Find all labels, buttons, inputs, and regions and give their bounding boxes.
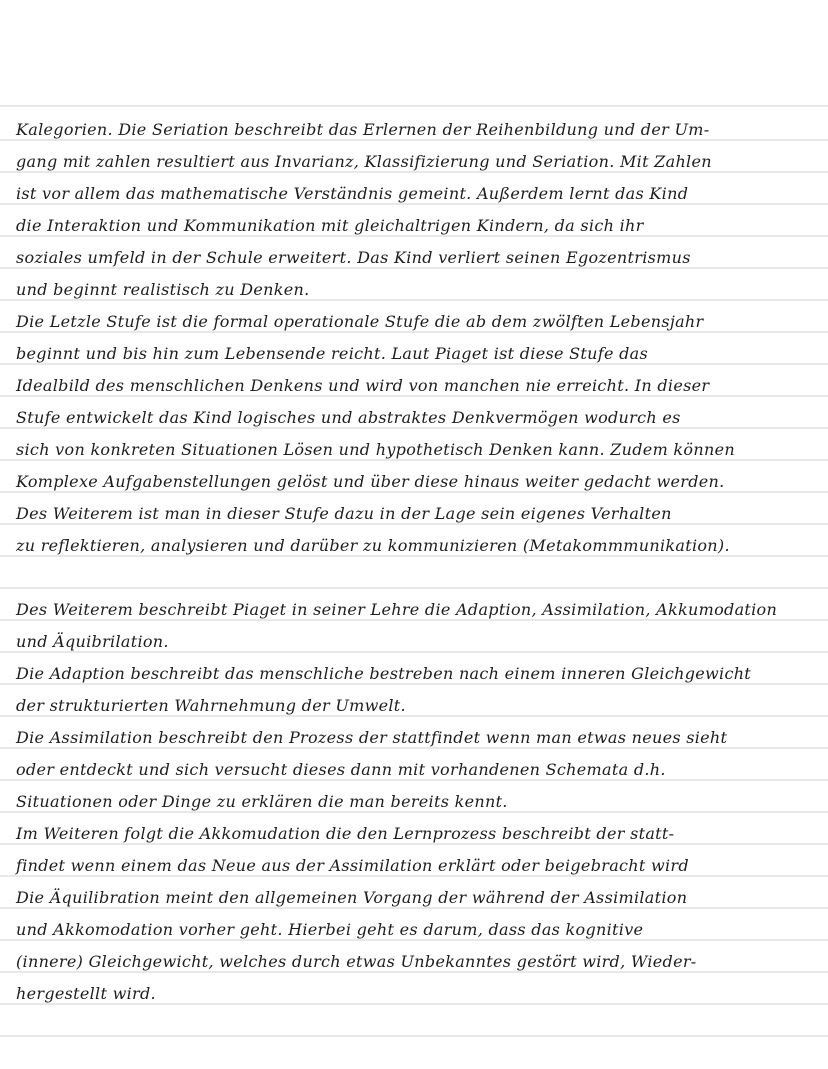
text-line: Idealbild des menschlichen Denkens und wird von manchen nie erreicht. In dieser [16,376,710,395]
text-line: Die Assimilation beschreibt den Prozess der stattfindet wenn man etwas neues sieht [16,728,728,747]
text-line: Komplexe Aufgabenstellungen gelöst und über diese hinaus weiter gedacht werden. [16,472,725,491]
text-line: hergestellt wird. [16,984,156,1003]
text-line: soziales umfeld in der Schule erweitert. Das Kind verliert seinen Egozentrismus [16,248,691,267]
text-line: Des Weiterem ist man in dieser Stufe dazu in der Lage sein eigenes Verhalten [16,504,672,523]
text-line: gang mit zahlen resultiert aus Invarianz, Klassifizierung und Seriation. Mit Zahlen [16,152,712,171]
text-line: Kalegorien. Die Seriation beschreibt das Erlernen der Reihenbildung und der Um- [16,120,710,139]
text-line: beginnt und bis hin zum Lebensende reicht. Laut Piaget ist diese Stufe das [16,344,649,363]
text-line: Die Adaption beschreibt das menschliche bestreben nach einem inneren Gleichgewicht [16,664,752,683]
text-line: die Interaktion und Kommunikation mit gleichaltrigen Kindern, da sich ihr [16,216,644,235]
text-line: Des Weiterem beschreibt Piaget in seiner Lehre die Adaption, Assimilation, Akkumodation [16,600,778,619]
text-line: Die Letzle Stufe ist die formal operationale Stufe die ab dem zwölften Lebensjahr [16,312,704,331]
text-line: Die Äquilibration meint den allgemeinen Vorgang der während der Assimilation [16,888,688,907]
text-line: oder entdeckt und sich versucht dieses dann mit vorhandenen Schemata d.h. [16,760,666,779]
text-line: (innere) Gleichgewicht, welches durch etwas Unbekanntes gestört wird, Wieder- [16,952,697,971]
text-line: der strukturierten Wahrnehmung der Umwelt. [16,696,406,715]
text-line: und Akkomodation vorher geht. Hierbei geht es darum, dass das kognitive [16,920,644,939]
text-line: Stufe entwickelt das Kind logisches und abstraktes Denkvermögen wodurch es [16,408,681,427]
text-line: Im Weiteren folgt die Akkomudation die den Lernprozess beschreibt der statt- [16,824,675,843]
text-line: findet wenn einem das Neue aus der Assimilation erklärt oder beigebracht wird [16,856,689,875]
text-line: zu reflektieren, analysieren und darüber zu kommunizieren (Metakommmunikation). [16,536,730,555]
text-line: und beginnt realistisch zu Denken. [16,280,310,299]
text-line: und Äquibrilation. [16,632,169,651]
text-line: sich von konkreten Situationen Lösen und hypothetisch Denken kann. Zudem können [16,440,735,459]
text-line: ist vor allem das mathematische Verständnis gemeint. Außerdem lernt das Kind [16,184,689,203]
text-line: Situationen oder Dinge zu erklären die man bereits kennt. [16,792,508,811]
